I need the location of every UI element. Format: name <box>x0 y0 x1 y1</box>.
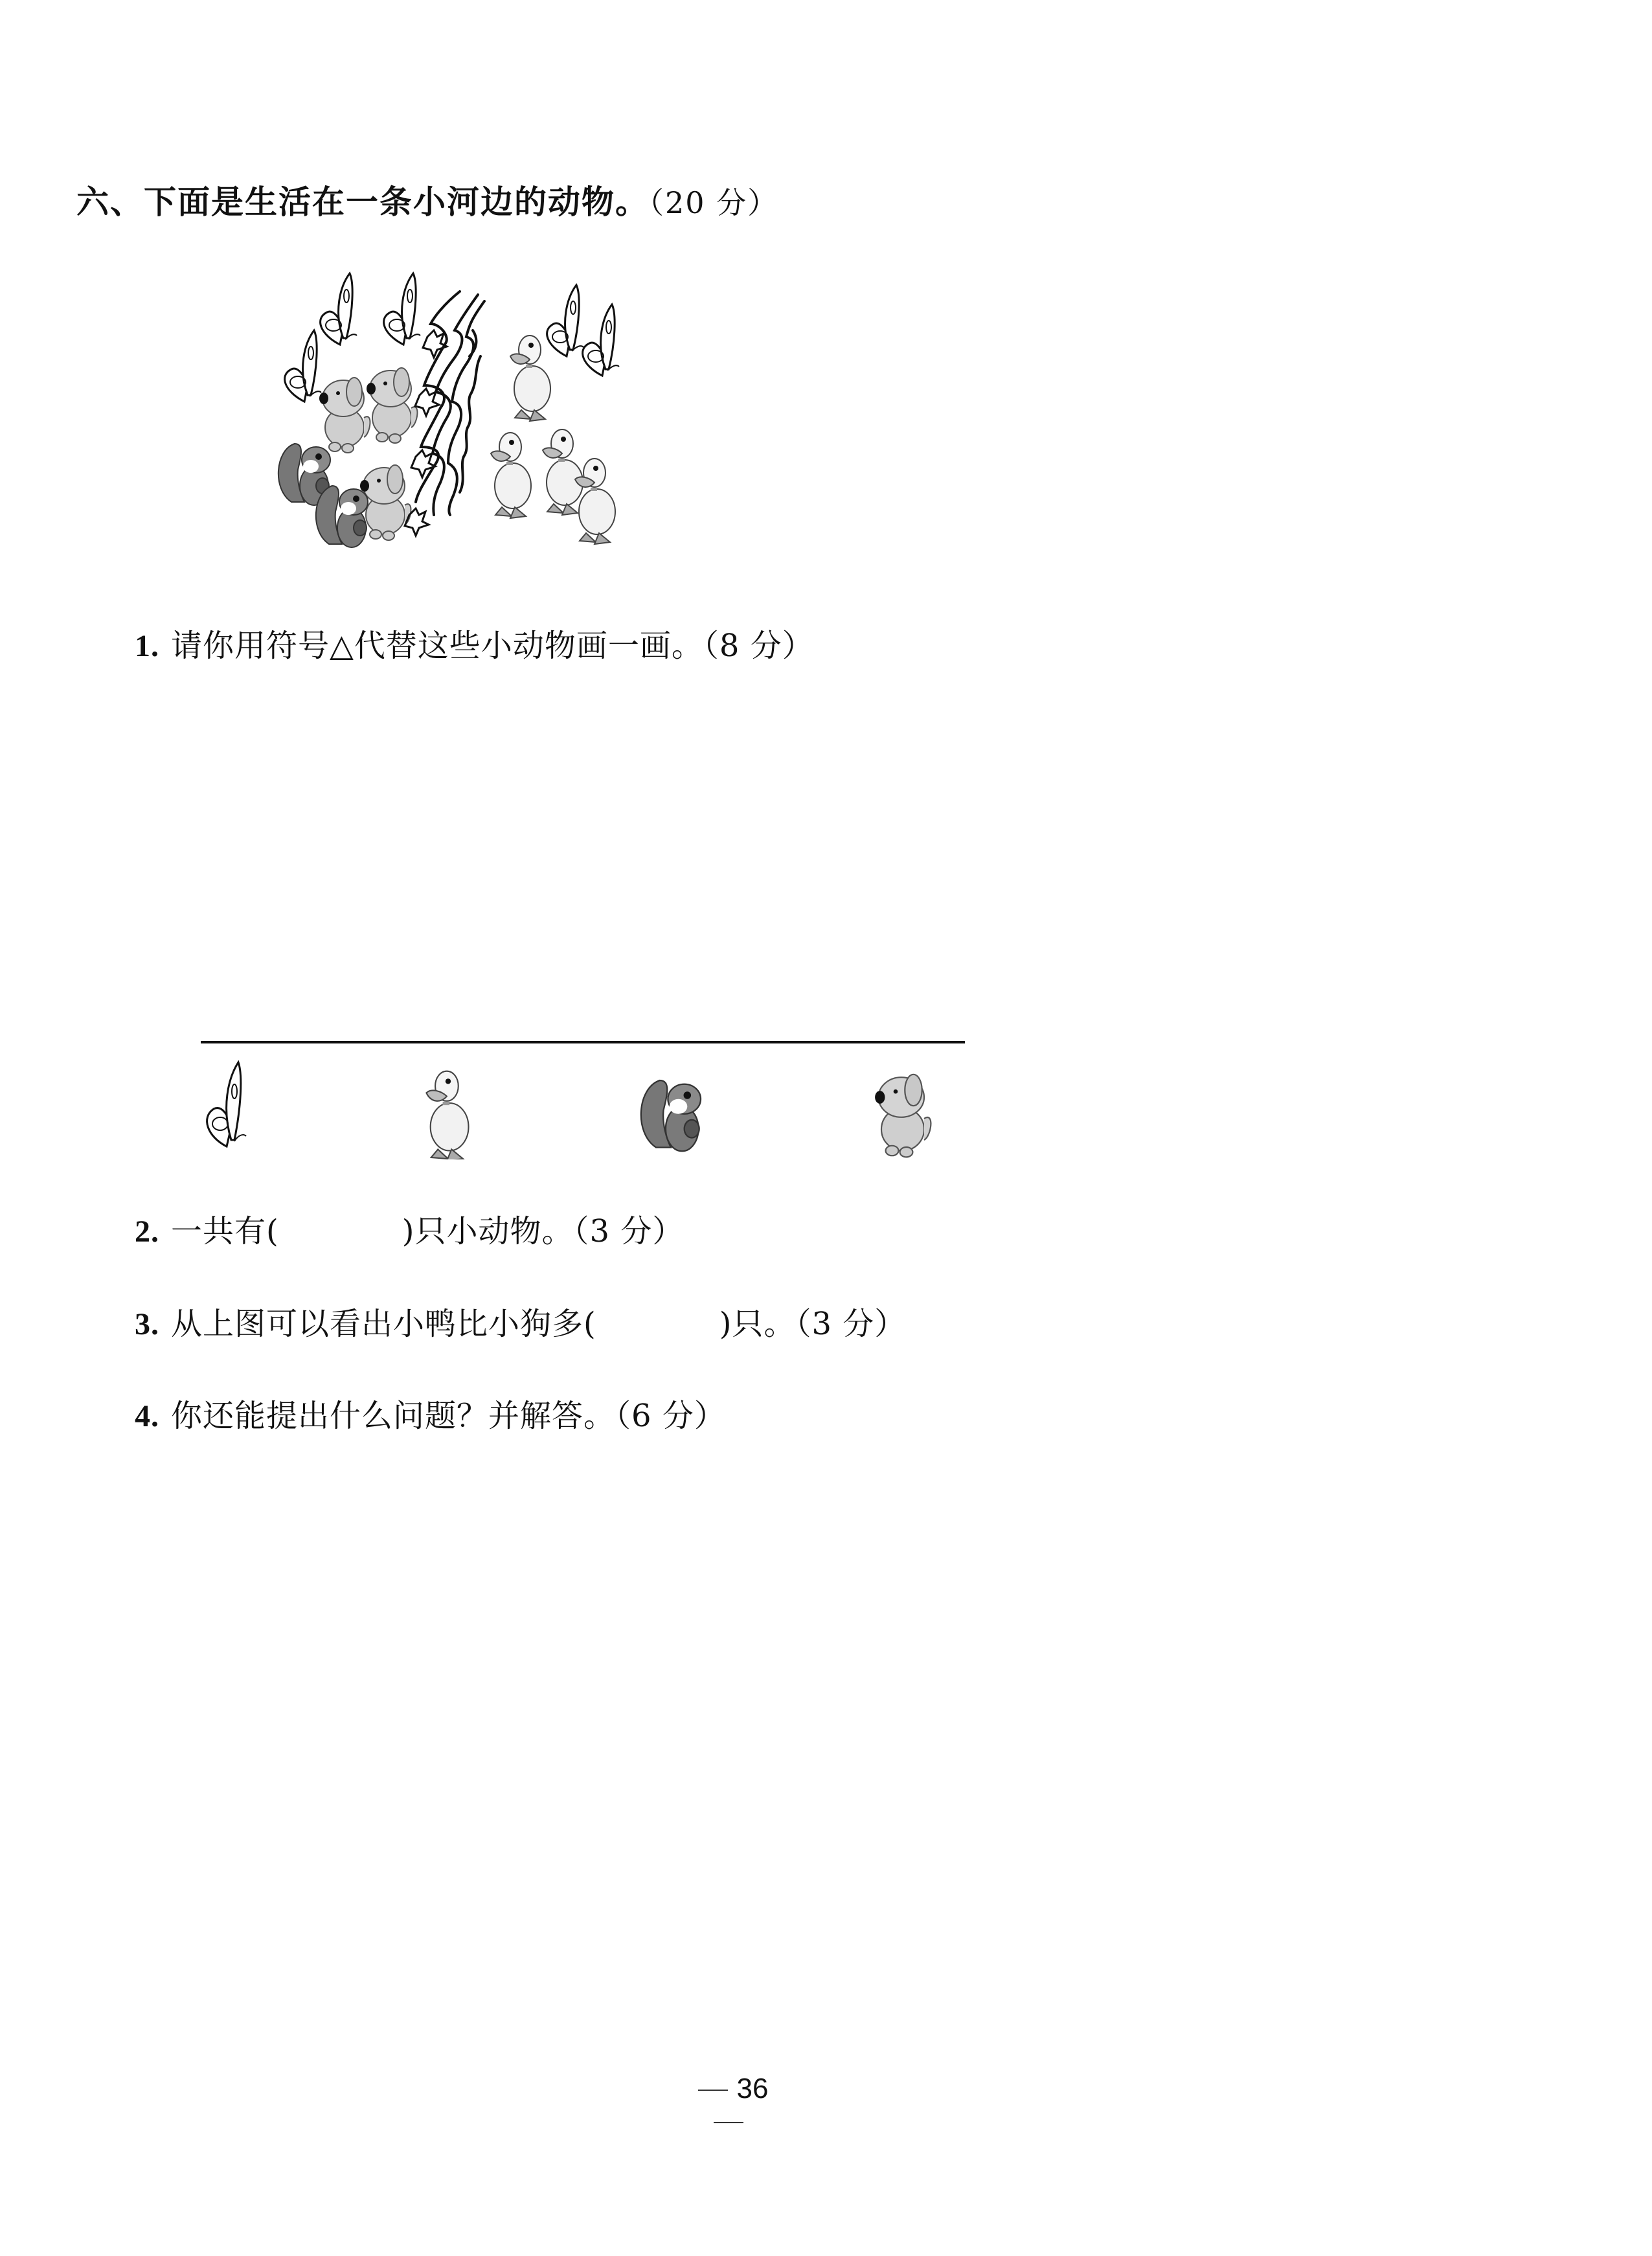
question-4-answer-area[interactable] <box>130 1451 1489 2034</box>
butterfly-icon <box>321 273 357 345</box>
reference-animal-row <box>194 1049 984 1159</box>
question-4: 4. 你还能提出什么问题？并解答。（6 分） <box>135 1398 726 1434</box>
dash-right <box>714 2122 743 2123</box>
dog-icon <box>319 378 370 453</box>
question-1: 1. 请你用符号△代替这些小动物画一画。（8 分） <box>135 628 814 664</box>
section-points: （20 分） <box>649 185 779 220</box>
dog-icon <box>875 1075 931 1157</box>
squirrel-icon <box>316 486 368 547</box>
question-2: 2. 一共有( )只小动物。（3 分） <box>135 1213 685 1249</box>
butterfly-icon <box>207 1062 246 1146</box>
grass-tufts <box>405 330 447 536</box>
river-animals-illustration <box>272 259 1243 570</box>
duck-icon <box>510 336 550 421</box>
river-stream <box>416 291 484 515</box>
squirrel-icon <box>641 1080 701 1151</box>
butterfly-icon <box>285 330 321 402</box>
butterfly-icon <box>583 304 619 376</box>
question-3: 3. 从上图可以看出小鸭比小狗多( )只。（3 分） <box>135 1306 907 1342</box>
section-title: 六、下面是生活在一条小河边的动物。（20 分） <box>76 183 779 221</box>
duck-icon <box>543 429 583 515</box>
page-number: 36 <box>670 2073 787 2137</box>
baseline-line <box>201 1041 965 1043</box>
section-number: 六 <box>76 183 110 221</box>
dog-icon <box>367 368 417 443</box>
section-title-text: 下面是生活在一条小河边的动物。 <box>144 183 649 221</box>
duck-icon <box>491 433 531 518</box>
drawing-answer-area[interactable] <box>194 674 971 1036</box>
butterfly-icon <box>547 285 583 356</box>
butterfly-icon <box>384 273 420 345</box>
duck-icon <box>426 1071 468 1159</box>
dash-left <box>698 2090 728 2091</box>
